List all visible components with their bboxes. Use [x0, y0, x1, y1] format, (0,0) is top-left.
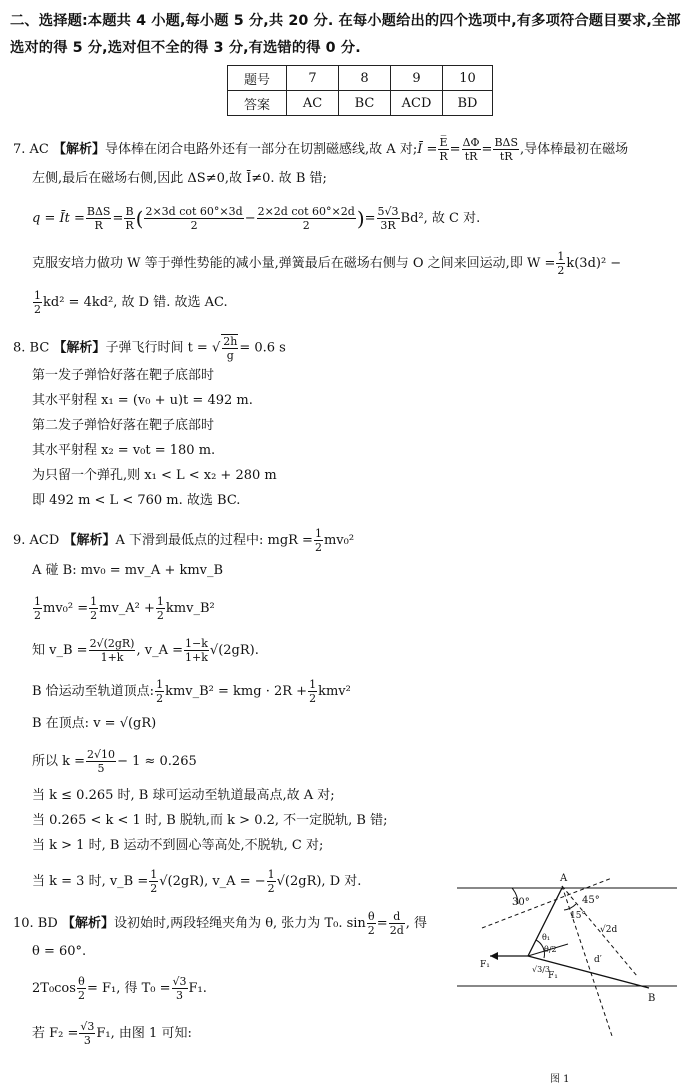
table-row	[228, 66, 493, 91]
f1b-label: F₁	[548, 971, 558, 981]
fraction: $\frac{B}{R}$	[125, 205, 134, 232]
q10-line-4	[32, 1020, 192, 1047]
q10-line-1: 10. BD 【解析】设初始时,两段轻绳夹角为 θ, 张力为 T₀. sin $\frac{\theta}{2}$ = $\frac{d}{2d}$ , 得	[13, 910, 428, 937]
fraction: $\frac{\theta}{2}$	[367, 910, 375, 937]
fraction: $\frac{√3}{3}$	[172, 975, 187, 1002]
fraction: $\frac{2√(2gR)}{1+k}$	[89, 637, 135, 664]
text: B 恰运动至轨道顶点:	[32, 684, 155, 699]
q9-line-7	[32, 748, 197, 775]
text: mv_A² +	[99, 601, 155, 616]
q8-line-5: 其水平射程 x₂ = v₀t = 180 m.	[32, 443, 216, 458]
text: k(3d)² −	[566, 256, 622, 271]
sqrt2d-label: √2d	[600, 925, 618, 935]
fraction: $\frac{d}{2d}$	[389, 910, 404, 937]
dprime-label: d′	[594, 955, 602, 965]
fraction: $\frac{1}{2}$	[156, 678, 164, 705]
analysis-tag: 【解析】	[53, 142, 106, 157]
q9-line-4	[32, 637, 259, 664]
fraction: $\frac{\text{2×2d cot 60°×2d}}{2}$	[257, 205, 355, 232]
text: 当 k = 3 时, v_B =	[32, 874, 149, 889]
table-cell: AC	[287, 91, 339, 116]
text: −	[244, 211, 256, 226]
fraction: $\frac{E̅}{R}$	[439, 136, 448, 163]
question-number: 9. ACD	[13, 533, 60, 548]
fraction: $\frac{\theta}{2}$	[77, 975, 85, 1002]
text: kmv_B² = kmg · 2R +	[165, 684, 308, 699]
fraction: $\frac{1}{2}$	[150, 868, 158, 895]
angle-30-label: 30°	[512, 897, 530, 908]
text: , v_A =	[136, 643, 184, 658]
q8-line-4: 第二发子弹恰好落在靶子底部时	[32, 418, 215, 433]
q9-line-9: 当 0.265 < k < 1 时, B 脱轨,而 k > 0.2, 不一定脱轨, B 错;	[32, 813, 388, 828]
analysis-tag: 【解析】	[53, 340, 106, 356]
angle-15-label: 15°	[570, 911, 586, 921]
label-b: B	[648, 993, 656, 1004]
label-a: A	[560, 873, 568, 884]
q10-line-3	[32, 975, 207, 1002]
fraction: $\frac{1}{2}$	[557, 250, 565, 277]
q7-line-2: 左侧,最后在磁场右侧,因此 ΔS≠0,故 Ī≠0. 故 B 错;	[32, 171, 327, 186]
text: 若 F₂ =	[32, 1026, 79, 1041]
q8-line-2: 第一发子弹恰好落在靶子底部时	[32, 368, 215, 383]
text: =	[449, 142, 461, 157]
analysis-tag: 【解析】	[63, 533, 116, 548]
text: kd² = 4kd², 故 D 错. 故选 AC.	[43, 295, 228, 310]
text: 所以 k =	[32, 754, 86, 769]
q9-line-3	[32, 595, 215, 622]
text: F₁.	[188, 981, 207, 996]
answer-table	[227, 65, 493, 116]
question-number: 7. AC	[13, 142, 49, 157]
fraction: $\frac{1}{2}$	[34, 289, 41, 316]
q9-line-11	[32, 868, 361, 895]
table-row	[228, 91, 493, 116]
row-label: 题号	[228, 66, 287, 91]
q8-line-6: 为只留一个弹孔,则 x₁ < L < x₂ + 280 m	[32, 468, 277, 483]
fraction: $\frac{1}{2}$	[267, 868, 275, 895]
text: 设初始时,两段轻绳夹角为 θ, 张力为 T₀. sin	[113, 916, 366, 931]
theta-label: θ₁	[542, 933, 551, 942]
fraction: $\frac{1}{2}$	[34, 595, 41, 622]
table-cell: 10	[443, 66, 493, 91]
text: − 1 ≈ 0.265	[117, 754, 197, 769]
angle-45-label: 45°	[582, 895, 600, 906]
text: F₁, 由图 1 可知:	[96, 1026, 192, 1041]
fraction: $\frac{\Delta\Phi}{tR}$	[462, 136, 480, 163]
fraction: $\frac{5√3}{3R}$	[377, 205, 399, 232]
text: kmv_B²	[165, 601, 215, 616]
q7-line-5	[32, 289, 228, 316]
q9-line-6: B 在顶点: v = √(gR)	[32, 716, 157, 731]
q7-line-1	[13, 136, 628, 163]
text: A 下滑到最低点的过程中: mgR =	[115, 533, 313, 548]
text: Ī =	[417, 142, 438, 157]
text: mv₀²	[323, 533, 355, 548]
text: Bd², 故 C 对.	[400, 211, 481, 226]
fraction: $\frac{2√10}{5}$	[87, 748, 116, 775]
fraction: $\frac{√3}{3}$	[80, 1020, 95, 1047]
text: = 0.6 s	[239, 340, 286, 356]
text: =	[364, 211, 376, 226]
text: , 得	[405, 916, 428, 931]
table-cell: ACD	[391, 91, 443, 116]
text: kmv²	[318, 684, 351, 699]
fraction: $\frac{1}{2}$	[90, 595, 98, 622]
fraction: $\frac{1}{2}$	[156, 595, 164, 622]
text: mv₀² =	[43, 601, 89, 616]
q10-line-2: θ = 60°.	[32, 944, 87, 959]
text: = F₁, 得 T₀ =	[86, 981, 171, 996]
ratio-label: √3/3	[532, 965, 550, 974]
text: =	[481, 142, 493, 157]
section-heading: 二、选择题:本题共 4 小题,每小题 5 分,共 20 分. 在每小题给出的四个选项中,有多项符合题目要求,全部选对的得 5 分,选对但不全的得 3 分,有选错的得 0 分.	[10, 13, 681, 56]
q7-line-3: q = Īt = $\frac{\text{BΔS}}{R}$ = $\frac{B}{R}$ ( $\frac{\text{2×3d cot 60°×3d}}{2}$ − $\frac{\text{2×2d cot 60°×2d}}{2}$ )= $\frac{5√3}{3R}$ Bd², 故 C 对.	[32, 205, 481, 232]
fraction: $\frac{\text{BΔS}}{R}$	[86, 205, 111, 232]
text: 导体棒在闭合电路外还有一部分在切割磁感线,故 A 对;	[105, 142, 418, 157]
fraction: $\frac{1}{2}$	[309, 678, 317, 705]
q9-line-1	[13, 527, 354, 554]
row-label: 答案	[228, 91, 287, 116]
table-cell: 8	[339, 66, 391, 91]
question-number: 8. BC	[13, 340, 50, 356]
text: 知 v_B =	[32, 643, 88, 658]
table-cell: BD	[443, 91, 493, 116]
table-cell: BC	[339, 91, 391, 116]
text: =	[112, 211, 124, 226]
text: 克服安培力做功 W 等于弹性势能的减小量,弹簧最后在磁场右侧与 O 之间来回运动,即 W =	[32, 256, 556, 271]
q9-line-2: A 碰 B: mv₀ = mv_A + kmv_B	[32, 563, 224, 578]
question-number: 10. BD	[13, 916, 58, 931]
table-cell: 9	[391, 66, 443, 91]
fraction: $\frac{\text{2×3d cot 60°×3d}}{2}$	[145, 205, 243, 232]
table-cell: 7	[287, 66, 339, 91]
fraction: $\frac{\text{BΔS}}{tR}$	[494, 136, 519, 163]
q9-line-8: 当 k ≤ 0.265 时, B 球可运动至轨道最高点,故 A 对;	[32, 788, 335, 803]
force-diagram	[452, 866, 684, 1086]
q8-line-3: 其水平射程 x₁ = (v₀ + u)t = 492 m.	[32, 393, 253, 408]
text: √(2gR), v_A = −	[159, 874, 266, 889]
text: ,导体棒最初在磁场	[520, 142, 629, 157]
fraction: $\frac{2h}{g}$	[223, 335, 238, 362]
q9-line-10: 当 k > 1 时, B 运动不到圆心等高处,不脱轨, C 对;	[32, 838, 324, 853]
q8-line-7: 即 492 m < L < 760 m. 故选 BC.	[32, 493, 241, 508]
text: 子弹飞行时间 t =	[105, 340, 208, 356]
fraction: $\frac{1-k}{1+k}$	[185, 637, 208, 664]
arrowhead-icon	[490, 952, 498, 960]
text: √(2gR).	[209, 643, 259, 658]
fraction: $\frac{1}{2}$	[314, 527, 322, 554]
text: √(2gR), D 对.	[276, 874, 362, 889]
text: 2T₀cos	[32, 981, 76, 996]
f1-label: F₁	[480, 960, 490, 970]
figure-caption: 图 1	[550, 1074, 570, 1085]
analysis-tag: 【解析】	[61, 916, 114, 931]
q9-line-5	[32, 678, 351, 705]
q7-line-4	[32, 250, 621, 277]
half-theta-label: θ/2	[544, 945, 557, 954]
q8-line-1: 8. BC 【解析】子弹飞行时间 t = √ $\frac{2h}{g}$ = 0.6 s	[13, 335, 286, 362]
text: q = Īt =	[32, 211, 85, 226]
